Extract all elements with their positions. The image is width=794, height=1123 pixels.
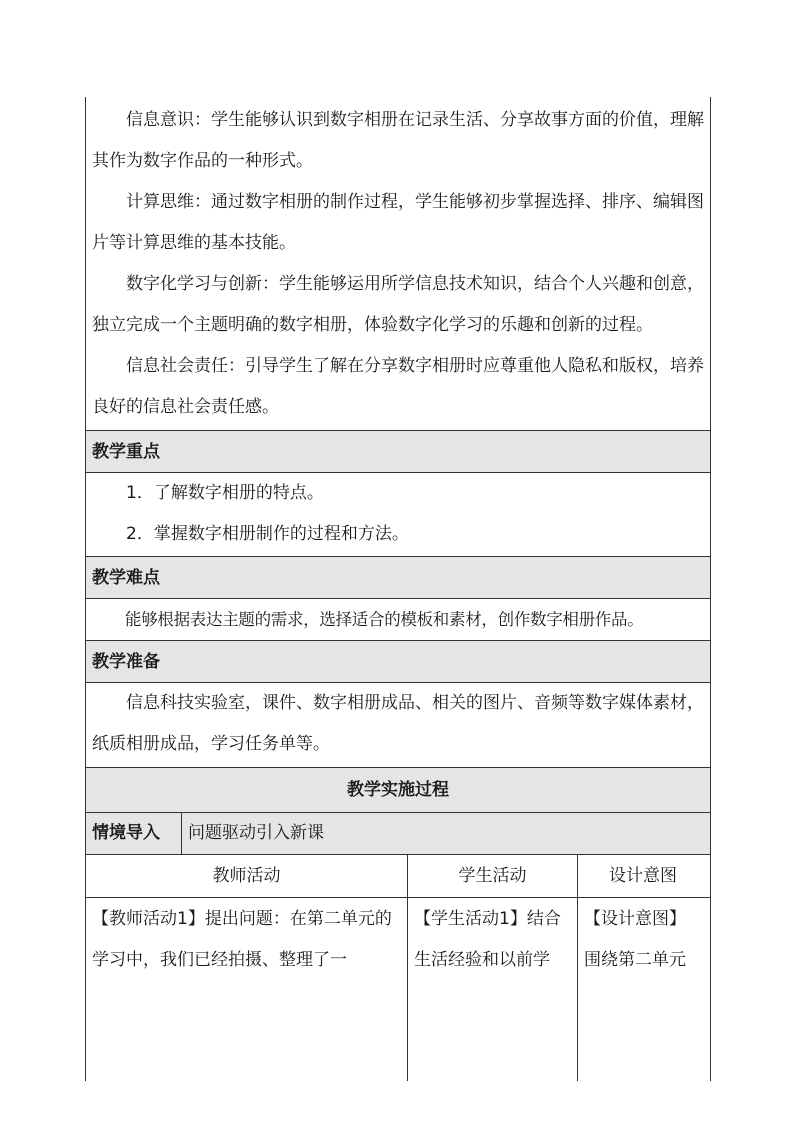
difficulty-section (86, 598, 710, 640)
student-activity-cell: 【学生活动1】结合生活经验和以前学 (407, 898, 577, 1081)
intro-text: 问题驱动引入新课 (181, 813, 710, 854)
objective-computational-thinking: 计算思维：通过数字相册的制作过程，学生能够初步掌握选择、排序、编辑图片等计算思维的基本技能。 (92, 192, 704, 253)
objective-info-awareness: 信息意识：学生能够认识到数字相册在记录生活、分享故事方面的价值，理解其作为数字作品的一种形式。 (92, 110, 704, 171)
key-points-heading: 教学重点 (86, 430, 710, 472)
key-point-item: 2．掌握数字相册制作的过程和方法。 (126, 524, 409, 544)
key-points-section (86, 472, 710, 556)
key-point-item: 1．了解数字相册的特点。 (126, 483, 324, 503)
objectives-section (86, 97, 710, 430)
activity-row (86, 897, 710, 1081)
objective-digital-learning: 数字化学习与创新：学生能够运用所学信息技术知识，结合个人兴趣和创意，独立完成一个主题明确的数字相册，体验数字化学习的乐趣和创新的过程。 (92, 274, 704, 335)
process-heading: 教学实施过程 (86, 767, 710, 812)
difficulty-heading: 教学难点 (86, 556, 710, 598)
preparation-section (86, 682, 710, 767)
student-activity-header: 学生活动 (407, 855, 577, 897)
lesson-plan-table (85, 97, 711, 1081)
teacher-activity-cell: 【教师活动1】提出问题：在第二单元的学习中，我们已经拍摄、整理了一 (92, 909, 392, 970)
objective-social-responsibility: 信息社会责任：引导学生了解在分享数字相册时应尊重他人隐私和版权，培养良好的信息社会责任感。 (92, 356, 704, 417)
design-intent-cell: 【设计意图】围绕第二单元 (577, 898, 708, 1081)
difficulty-text: 能够根据表达主题的需求，选择适合的模板和素材，创作数字相册作品。 (125, 610, 644, 629)
teacher-activity-header: 教师活动 (212, 866, 281, 886)
column-header-row (86, 854, 710, 897)
intro-row (86, 812, 710, 854)
preparation-text: 信息科技实验室，课件、数字相册成品、相关的图片、音频等数字媒体素材，纸质相册成品，学习任务单等。 (92, 693, 704, 754)
preparation-heading: 教学准备 (86, 640, 710, 682)
intro-label: 情境导入 (86, 813, 181, 854)
design-intent-header: 设计意图 (577, 855, 708, 897)
